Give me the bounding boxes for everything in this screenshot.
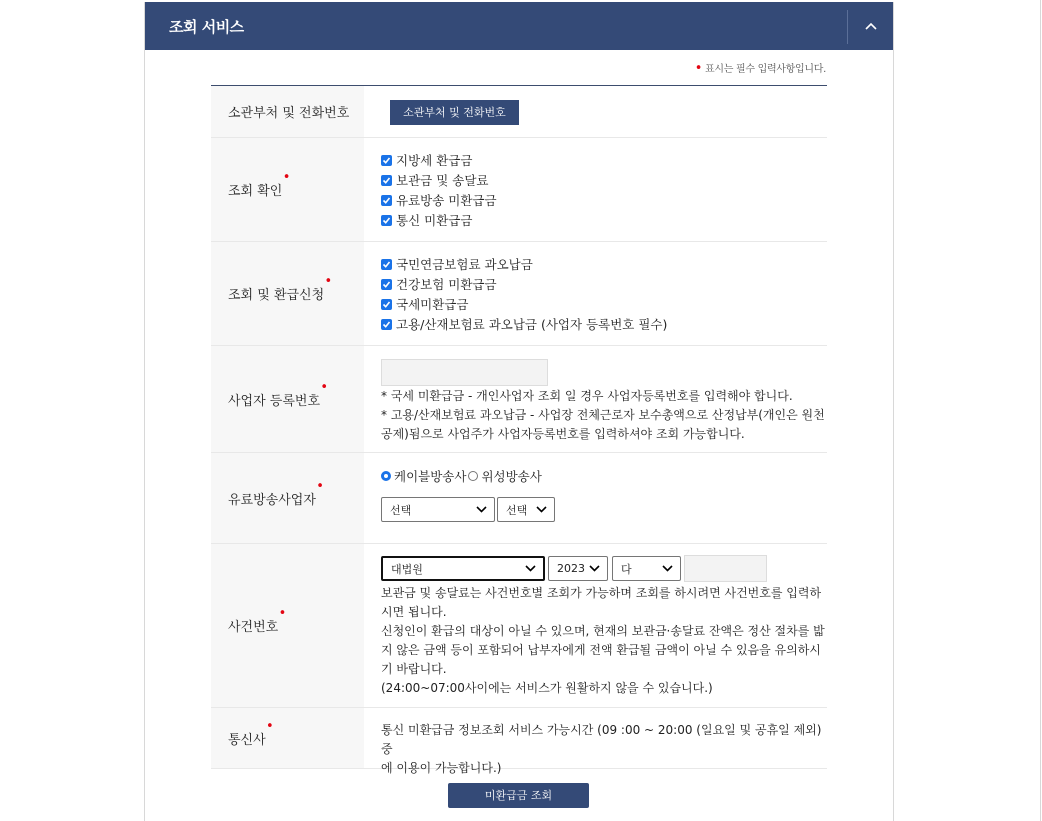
label-telecom-text: 통신사: [228, 732, 266, 748]
agency-phone-button[interactable]: 소관부처 및 전화번호: [390, 100, 519, 125]
checkbox-checked-icon: [381, 215, 392, 226]
required-dot: •: [316, 478, 324, 494]
label-broadcast-text: 유료방송사업자: [228, 492, 316, 508]
label-business-number: [211, 346, 364, 452]
label-refund: [211, 242, 364, 345]
chevron-down-icon: [525, 565, 536, 572]
case-note-1: 보관금 및 송달료는 사건번호별 조회가 가능하며 조회를 하시려면 사건번호를 입력하: [381, 586, 822, 600]
checkbox-national-pension[interactable]: [381, 254, 827, 274]
label-agency: 소관부처 및 전화번호: [211, 86, 364, 137]
refund-inquiry-button[interactable]: 미환급금 조회: [448, 783, 589, 808]
chevron-down-icon: [589, 565, 600, 572]
label-broadcast: [211, 453, 364, 543]
checkbox-national-tax[interactable]: [381, 294, 827, 314]
radio-cable-label: 케이블방송사: [394, 469, 467, 484]
label-business-number-text: 사업자 등록번호: [228, 393, 321, 409]
value-business-number: [364, 346, 827, 452]
checkbox-paid-broadcast[interactable]: [381, 190, 827, 210]
chevron-down-icon: [536, 506, 547, 513]
chevron-up-icon: [865, 22, 877, 30]
required-note: [695, 60, 826, 76]
select-value: 2023: [557, 562, 585, 575]
court-select[interactable]: [381, 556, 545, 581]
case-note-4: 지 않은 금액 등이 포함되어 납부자에게 전액 환급될 금액이 아닐 수 있음을 유의하시: [381, 643, 821, 657]
required-dot: •: [320, 379, 329, 395]
select-value: 선택: [390, 503, 412, 517]
label-inquiry: [211, 138, 364, 241]
case-type-select[interactable]: [612, 556, 681, 581]
value-inquiry: [364, 138, 827, 241]
checkbox-telecom[interactable]: [381, 210, 827, 230]
checkbox-checked-icon: [381, 319, 392, 330]
radio-unselected-icon: [468, 471, 478, 481]
checkbox-checked-icon: [381, 299, 392, 310]
row-agency: [211, 86, 827, 138]
checkbox-label: 국민연금보험료 과오납금: [396, 257, 533, 272]
label-case-number: [211, 544, 364, 707]
checkbox-label: 보관금 및 송달료: [396, 173, 489, 188]
broadcaster-select-1[interactable]: [381, 497, 495, 522]
panel-header: [145, 2, 893, 50]
broadcaster-select-2[interactable]: [497, 497, 555, 522]
biz-note-3: 공제)됨으로 사업주가 사업자등록번호를 입력하셔야 조회 가능합니다.: [381, 427, 745, 441]
year-select[interactable]: [548, 556, 608, 581]
collapse-button[interactable]: [848, 2, 893, 50]
required-dot: •: [282, 170, 291, 185]
telecom-note-1: 통신 미환급금 정보조회 서비스 가능시간 (09 :00 ~ 20:00 (일요일 및 공휴일 제외) 중: [381, 723, 822, 756]
checkbox-label: 유료방송 미환급금: [396, 193, 497, 208]
label-case-number-text: 사건번호: [228, 620, 279, 635]
radio-cable[interactable]: [381, 467, 466, 485]
select-value: 다: [621, 562, 632, 576]
row-broadcast: [211, 453, 827, 544]
checkbox-checked-icon: [381, 259, 392, 270]
case-note-2: 시면 됩니다.: [381, 605, 447, 619]
checkbox-label: 고용/산재보험료 과오납금 (사업자 등록번호 필수): [396, 317, 668, 332]
required-dot: •: [324, 274, 333, 289]
required-note-text: 표시는 필수 입력사항입니다.: [705, 64, 826, 75]
checkbox-checked-icon: [381, 175, 392, 186]
select-value: 선택: [506, 503, 528, 517]
row-telecom: [211, 708, 827, 775]
row-refund: [211, 242, 827, 346]
label-telecom: [211, 708, 364, 768]
required-dot: •: [266, 718, 274, 734]
checkbox-checked-icon: [381, 279, 392, 290]
checkbox-deposit-fees[interactable]: [381, 170, 827, 190]
required-marker: •: [694, 61, 703, 76]
case-note-5: 기 바랍니다.: [381, 662, 447, 676]
checkbox-label: 통신 미환급금: [396, 213, 473, 228]
telecom-note-2: 에 이용이 가능합니다.): [381, 761, 502, 775]
business-number-input[interactable]: [381, 359, 548, 386]
inquiry-service-panel: [144, 2, 894, 821]
case-number-input[interactable]: [684, 555, 767, 582]
value-case-number: [364, 544, 827, 707]
right-border-line: [1040, 0, 1041, 821]
checkbox-label: 지방세 환급금: [396, 153, 473, 168]
chevron-down-icon: [662, 565, 673, 572]
radio-satellite-label: 위성방송사: [481, 469, 542, 484]
biz-note-2: * 고용/산재보험료 과오납금 - 사업장 전체근로자 보수총액으로 산정납부(개인은 원천: [381, 408, 825, 422]
row-inquiry: [211, 138, 827, 242]
select-value: 대법원: [391, 562, 423, 576]
value-broadcast: [364, 453, 827, 543]
checkbox-label: 건강보험 미환급금: [396, 277, 497, 292]
value-telecom: [364, 708, 827, 775]
checkbox-employment-insurance[interactable]: [381, 314, 827, 334]
label-refund-text: 조회 및 환급신청: [228, 288, 325, 303]
case-note-3: 신청인이 환급의 대상이 아닐 수 있으며, 현재의 보관금·송달료 잔액은 정산 절차를 밟: [381, 624, 825, 638]
radio-satellite[interactable]: [468, 467, 541, 485]
checkbox-checked-icon: [381, 195, 392, 206]
required-dot: •: [278, 606, 287, 621]
checkbox-health-insurance[interactable]: [381, 274, 827, 294]
checkbox-label: 국세미환급금: [396, 297, 469, 312]
case-note-6: (24:00~07:00사이에는 서비스가 원활하지 않을 수 있습니다.): [381, 681, 713, 695]
biz-note-1: * 국세 미환급금 - 개인사업자 조회 일 경우 사업자등록번호를 입력해야 합니다.: [381, 389, 793, 403]
label-inquiry-text: 조회 확인: [228, 184, 283, 199]
checkbox-checked-icon: [381, 155, 392, 166]
checkbox-local-tax[interactable]: [381, 150, 827, 170]
chevron-down-icon: [476, 506, 487, 513]
panel-title: 조회 서비스: [169, 18, 244, 36]
radio-selected-icon: [381, 471, 391, 481]
row-case-number: [211, 544, 827, 708]
row-business-number: [211, 346, 827, 453]
inquiry-form: [211, 85, 827, 775]
value-agency: [364, 86, 827, 137]
value-refund: [364, 242, 827, 345]
